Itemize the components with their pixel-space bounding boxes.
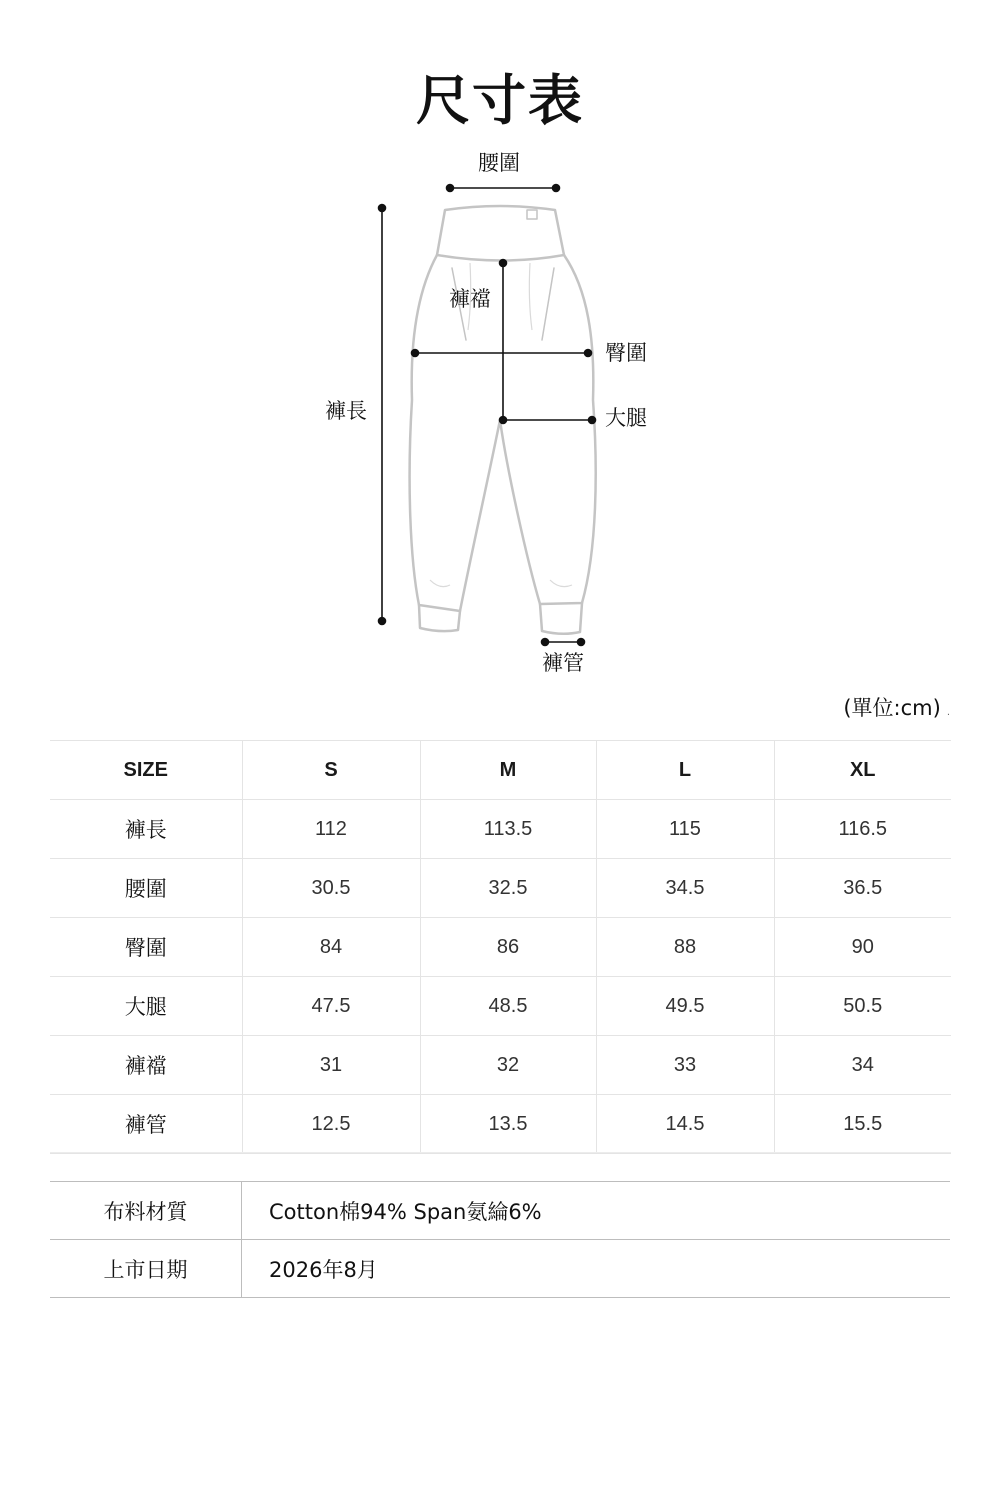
table-cell: 13.5 [420,1095,596,1154]
table-cell: 36.5 [774,859,951,918]
gather-line [529,263,532,330]
table-cell: 84 [242,918,420,977]
table-cell: 30.5 [242,859,420,918]
hem-measure-dot [542,639,549,646]
hip-measure-dot [585,350,592,357]
size-header-m: M [420,741,596,800]
gather-line [430,580,450,587]
row-label-hip: 臀圍 [50,918,242,977]
table-cell: 112 [242,800,420,859]
hip-label: 臀圍 [605,341,647,365]
row-label-rise: 褲襠 [50,1036,242,1095]
table-row [50,800,951,859]
size-table [50,740,951,1154]
table-cell: 49.5 [596,977,774,1036]
table-row [50,918,951,977]
waist-label: 腰圍 [478,151,520,175]
product-info-table [50,1181,950,1298]
row-label-thigh: 大腿 [50,977,242,1036]
length-label: 褲長 [325,399,367,423]
table-row [50,859,951,918]
table-cell: 32.5 [420,859,596,918]
length-measure-dot [379,618,386,625]
rise-measure-dot [500,260,507,267]
waist-measure-dot [553,185,560,192]
info-value-material: Cotton棉94% Span氨綸6% [242,1182,951,1240]
size-header-l: L [596,741,774,800]
table-row [50,977,951,1036]
table-cell: 14.5 [596,1095,774,1154]
row-label-hem: 褲管 [50,1095,242,1154]
table-cell: 33 [596,1036,774,1095]
info-row-material [50,1182,950,1240]
hip-measure-dot [412,350,419,357]
pants-diagram [0,0,1000,700]
info-label-release-date: 上市日期 [50,1240,242,1298]
waistband-tag [527,210,537,219]
waist-measure-dot [447,185,454,192]
section-divider [50,1152,951,1153]
info-value-release-date: 2026年8月 [242,1240,951,1298]
gather-line [550,580,572,587]
unit-note [843,692,950,722]
waistband-outline [437,206,564,261]
table-cell: 12.5 [242,1095,420,1154]
thigh-label: 大腿 [605,406,647,430]
table-cell: 90 [774,918,951,977]
size-header: SIZE [50,741,242,800]
thigh-measure-dot [500,417,507,424]
table-cell: 31 [242,1036,420,1095]
table-row [50,1036,951,1095]
info-row-release-date [50,1240,950,1298]
row-label-waist: 腰圍 [50,859,242,918]
table-cell: 48.5 [420,977,596,1036]
table-cell: 32 [420,1036,596,1095]
right-cuff-outline [540,603,582,634]
table-cell: 113.5 [420,800,596,859]
unit-note-text: (單位:cm) [843,696,941,720]
table-cell: 88 [596,918,774,977]
table-cell: 34.5 [596,859,774,918]
rise-label: 褲襠 [449,287,491,311]
length-measure-dot [379,205,386,212]
table-cell: 115 [596,800,774,859]
table-cell: 47.5 [242,977,420,1036]
unit-note-dot: . [946,707,950,718]
hem-measure-dot [578,639,585,646]
info-label-material: 布料材質 [50,1182,242,1240]
page-title: 尺寸表 [416,69,584,132]
pocket-outline-right [542,268,554,340]
table-cell: 34 [774,1036,951,1095]
table-row [50,1095,951,1154]
thigh-measure-dot [589,417,596,424]
size-header-s: S [242,741,420,800]
table-cell: 50.5 [774,977,951,1036]
row-label-length: 褲長 [50,800,242,859]
table-cell: 15.5 [774,1095,951,1154]
table-cell: 116.5 [774,800,951,859]
size-header-xl: XL [774,741,951,800]
size-table-header-row [50,741,951,800]
hem-label: 褲管 [542,651,584,675]
table-cell: 86 [420,918,596,977]
